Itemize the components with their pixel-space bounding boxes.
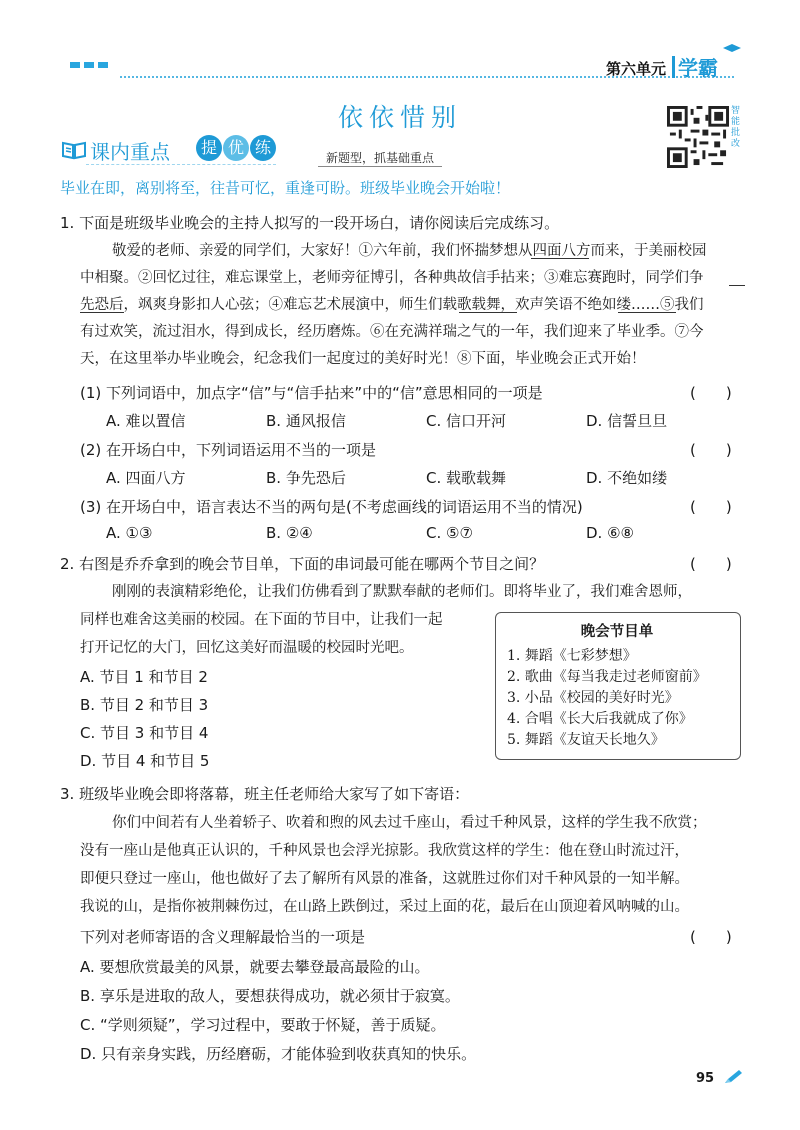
- passage-line: 即便只登过一座山，他也做好了去了解所有风景的准备，这就胜过你们对千种风景的一知半解。: [80, 871, 689, 887]
- answer-blank[interactable]: ( ): [690, 441, 732, 459]
- answer-blank[interactable]: ( ): [690, 384, 732, 402]
- subquestion-stem: (3) 在开场白中，语言表达不当的两句是(不考虑画线的词语运用不当的情况): [80, 498, 583, 516]
- program-item: 4. 合唱《长大后我就成了你》: [507, 711, 693, 727]
- option-d[interactable]: D. 不绝如缕: [586, 469, 668, 487]
- subquestion-stem: (2) 在开场白中，下列词语运用不当的一项是: [80, 441, 377, 459]
- unit-label: 第六单元: [606, 60, 667, 78]
- option-a[interactable]: A. 难以置信: [106, 412, 186, 430]
- answer-blank[interactable]: ( ): [690, 498, 732, 516]
- open-book-icon: [61, 140, 87, 160]
- program-item: 3. 小品《校园的美好时光》: [507, 690, 679, 706]
- phrase-underline: [531, 258, 589, 259]
- option-c[interactable]: C. “学则须疑”，学习过程中，要敢于怀疑，善于质疑。: [80, 1016, 446, 1034]
- section-label: 课内重点: [90, 140, 170, 164]
- qr-code-icon[interactable]: [667, 106, 729, 168]
- option-c[interactable]: C. 载歌载舞: [426, 469, 507, 487]
- option-c[interactable]: C. ⑤⑦: [426, 524, 473, 542]
- question-1-stem: 1. 下面是班级毕业晚会的主持人拟写的一段开场白，请你阅读后完成练习。: [60, 214, 560, 232]
- phrase-underline: [459, 312, 517, 313]
- option-a[interactable]: A. 节目 1 和节目 2: [80, 668, 208, 686]
- question-3-prompt: 下列对老师寄语的含义理解最恰当的一项是: [80, 928, 366, 946]
- program-item: 2. 歌曲《每当我走过老师窗前》: [507, 669, 707, 685]
- option-c[interactable]: C. 信口开河: [426, 412, 507, 430]
- passage-line: 我说的山，是指你被荆棘伤过，在山路上跌倒过，采过上面的花，最后在山顶迎着风呐喊的山。: [80, 899, 689, 915]
- subquestion-stem: (1) 下列词语中，加点字“信”与“信手拈来”中的“信”意思相同的一项是: [80, 384, 543, 402]
- program-list-title: 晚会节目单: [580, 624, 654, 640]
- option-b[interactable]: B. ②④: [266, 524, 313, 542]
- pencil-icon: [722, 1068, 744, 1086]
- passage-line: 有过欢笑，流过泪水，得到成长，经历磨炼。⑥在充满祥瑞之气的一年，我们迎来了毕业季。⑦今: [80, 324, 704, 340]
- section-underline: [86, 164, 276, 165]
- page-number: 95: [696, 1071, 715, 1086]
- option-d[interactable]: D. 节目 4 和节目 5: [80, 752, 210, 770]
- passage-line: 没有一座山是他真正认识的，千种风景也会浮光掠影。我欣赏这样的学生：他在登山时流过汗，: [80, 843, 689, 859]
- option-a[interactable]: A. 四面八方: [106, 469, 186, 487]
- program-item: 1. 舞蹈《七彩梦想》: [507, 648, 637, 664]
- phrase-underline: [729, 285, 745, 286]
- header-decoration: [70, 62, 108, 68]
- graduation-cap-icon: [723, 44, 741, 54]
- section-note: 新题型，抓基础重点: [326, 151, 435, 165]
- option-d[interactable]: D. 信誓旦旦: [586, 412, 668, 430]
- phrase-underline: [80, 312, 124, 313]
- passage-line: 你们中间若有人坐着轿子、吹着和煦的风去过千座山，看过千种风景，这样的学生我不欣赏；: [112, 815, 707, 831]
- qr-caption: 智能批改: [731, 106, 741, 149]
- passage-line: 同样也难舍这美丽的校园。在下面的节目中，让我们一起: [80, 612, 443, 628]
- question-2-stem: 2. 右图是乔乔拿到的晚会节目单，下面的串词最可能在哪两个节目之间？: [60, 555, 545, 573]
- answer-blank[interactable]: ( ): [690, 928, 732, 946]
- option-d[interactable]: D. ⑥⑧: [586, 524, 634, 542]
- passage-line: 天，在这里举办毕业晚会，纪念我们一起度过的美好时光！⑧下面，毕业晚会正式开始！: [80, 351, 646, 367]
- brand-logo: 学霸: [678, 56, 718, 80]
- section-badge: 练: [250, 135, 276, 161]
- section-note-line: [318, 166, 442, 167]
- passage-line: 刚刚的表演精彩绝伦，让我们仿佛看到了默默奉献的老师们。即将毕业了，我们难舍恩师，: [112, 584, 692, 600]
- option-d[interactable]: D. 只有亲身实践，历经磨砺，才能体验到收获真知的快乐。: [80, 1045, 477, 1063]
- option-a[interactable]: A. 要想欣赏最美的风景，就要去攀登最高最险的山。: [80, 958, 430, 976]
- phrase-underline: [618, 312, 676, 313]
- option-b[interactable]: B. 节目 2 和节目 3: [80, 696, 209, 714]
- answer-blank[interactable]: ( ): [690, 555, 732, 573]
- option-b[interactable]: B. 享乐是进取的敌人，要想获得成功，就必须甘于寂寞。: [80, 987, 460, 1005]
- question-3-stem: 3. 班级毕业晚会即将落幕，班主任老师给大家写了如下寄语：: [60, 785, 470, 803]
- page-title: 依依惜别: [337, 103, 462, 132]
- passage-line: 打开记忆的大门，回忆这美好而温暖的校园时光吧。: [80, 640, 414, 656]
- brand-divider: [672, 56, 675, 78]
- passage-line: 先恐后，飒爽身影扣人心弦；④难忘艺术展演中，师生们载歌载舞，欢声笑语不绝如缕……⑤我们: [80, 297, 704, 313]
- option-b[interactable]: B. 争先恐后: [266, 469, 346, 487]
- section-badge: 优: [223, 135, 249, 161]
- program-item: 5. 舞蹈《友谊天长地久》: [507, 732, 665, 748]
- passage-line: 中相聚。②回忆过往，难忘课堂上，老师旁征博引，各种典故信手拈来；③难忘赛跑时，同学们争: [80, 270, 704, 286]
- option-c[interactable]: C. 节目 3 和节目 4: [80, 724, 209, 742]
- passage-line: 敬爱的老师、亲爱的同学们，大家好！①六年前，我们怀揣梦想从四面八方而来，于美丽校园: [112, 243, 707, 259]
- intro-text: 毕业在即，离别将至，往昔可忆，重逢可盼。班级毕业晚会开始啦！: [60, 179, 511, 197]
- section-badge: 提: [196, 135, 222, 161]
- option-b[interactable]: B. 通风报信: [266, 412, 346, 430]
- option-a[interactable]: A. ①③: [106, 524, 153, 542]
